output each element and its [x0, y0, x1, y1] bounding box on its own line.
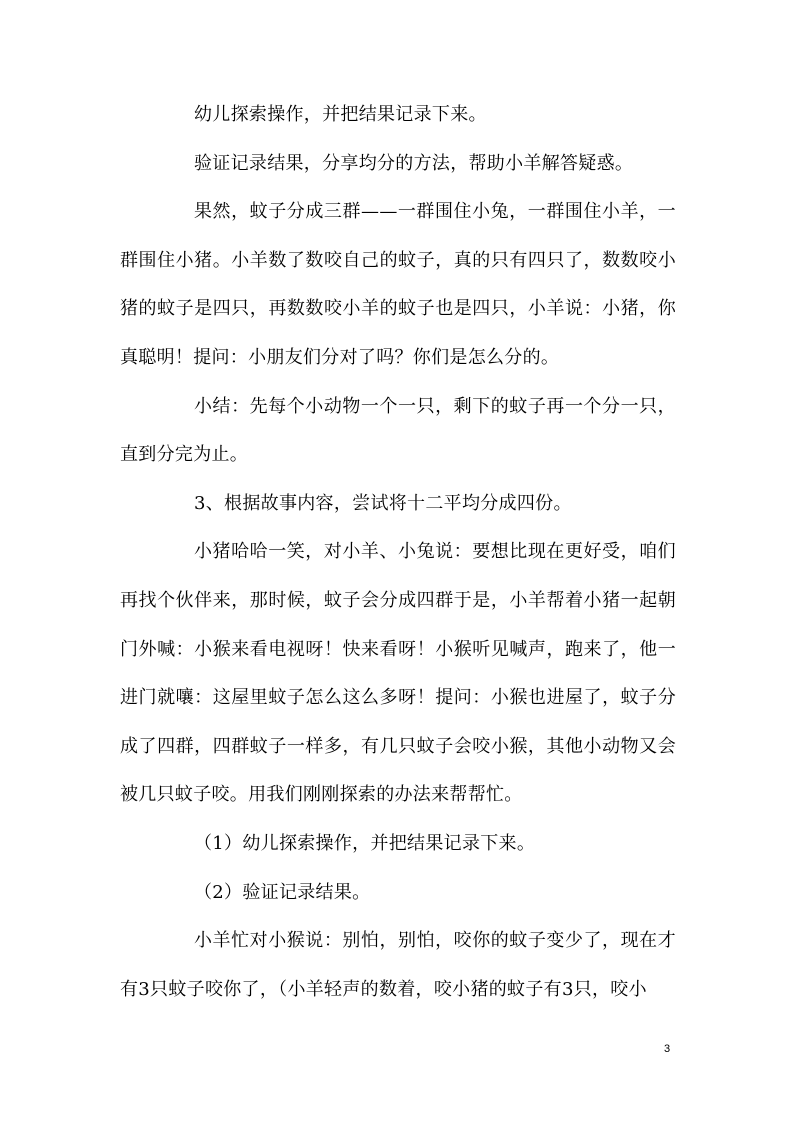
paragraph-four-groups-story: 小猪哈哈一笑，对小羊、小兔说：要想比现在更好受，咱们再找个伙伴来，那时候，蚊子会分成四群于是，小羊帮着小猪一起朝门外喊：小猴来看电视呀！快来看呀！小猴听见喊声，跑来了，他一进门就嚷：这屋里蚊子怎么这么多呀！提问：小猴也进屋了，蚊子分成了四群，四群蚊子一样多，有几只蚊子会咬小猴，其他小动物又会被几只蚊子咬。用我们刚刚探索的办法来帮帮忙。 — [120, 541, 676, 806]
document-body — [120, 91, 676, 1014]
paragraph-explore-operate: 幼儿探索操作，并把结果记录下来。 — [194, 104, 487, 125]
page-number: 3 — [664, 1043, 671, 1055]
paragraph-verify-share: 验证记录结果，分享均分的方法，帮助小羊解答疑惑。 — [194, 152, 634, 174]
list-item-verify: （2）验证记录结果。 — [194, 881, 371, 903]
section-heading-step-3: 3、根据故事内容，尝试将十二平均分成四份。 — [194, 492, 572, 514]
paragraph-summary: 小结：先每个小动物一个一只，剩下的蚊子再一个分一只，直到分完为止。 — [120, 395, 676, 466]
paragraph-three-groups: 果然，蚊子分成三群——一群围住小兔，一群围住小羊，一群围住小猪。小羊数了数咬自己的蚊子，真的只有四只了，数数咬小猪的蚊子是四只，再数数咬小羊的蚊子也是四只，小羊说：小猪，你真聪明！提问：小朋友们分对了吗？你们是怎么分的。 — [120, 201, 676, 368]
list-item-explore: （1）幼儿探索操作，并把结果记录下来。 — [194, 832, 536, 854]
paragraph-monkey-story: 小羊忙对小猴说：别怕，别怕，咬你的蚊子变少了，现在才有3只蚊子咬你了，（小羊轻声的数着，咬小猪的蚊子有3只，咬小 — [120, 930, 676, 1000]
